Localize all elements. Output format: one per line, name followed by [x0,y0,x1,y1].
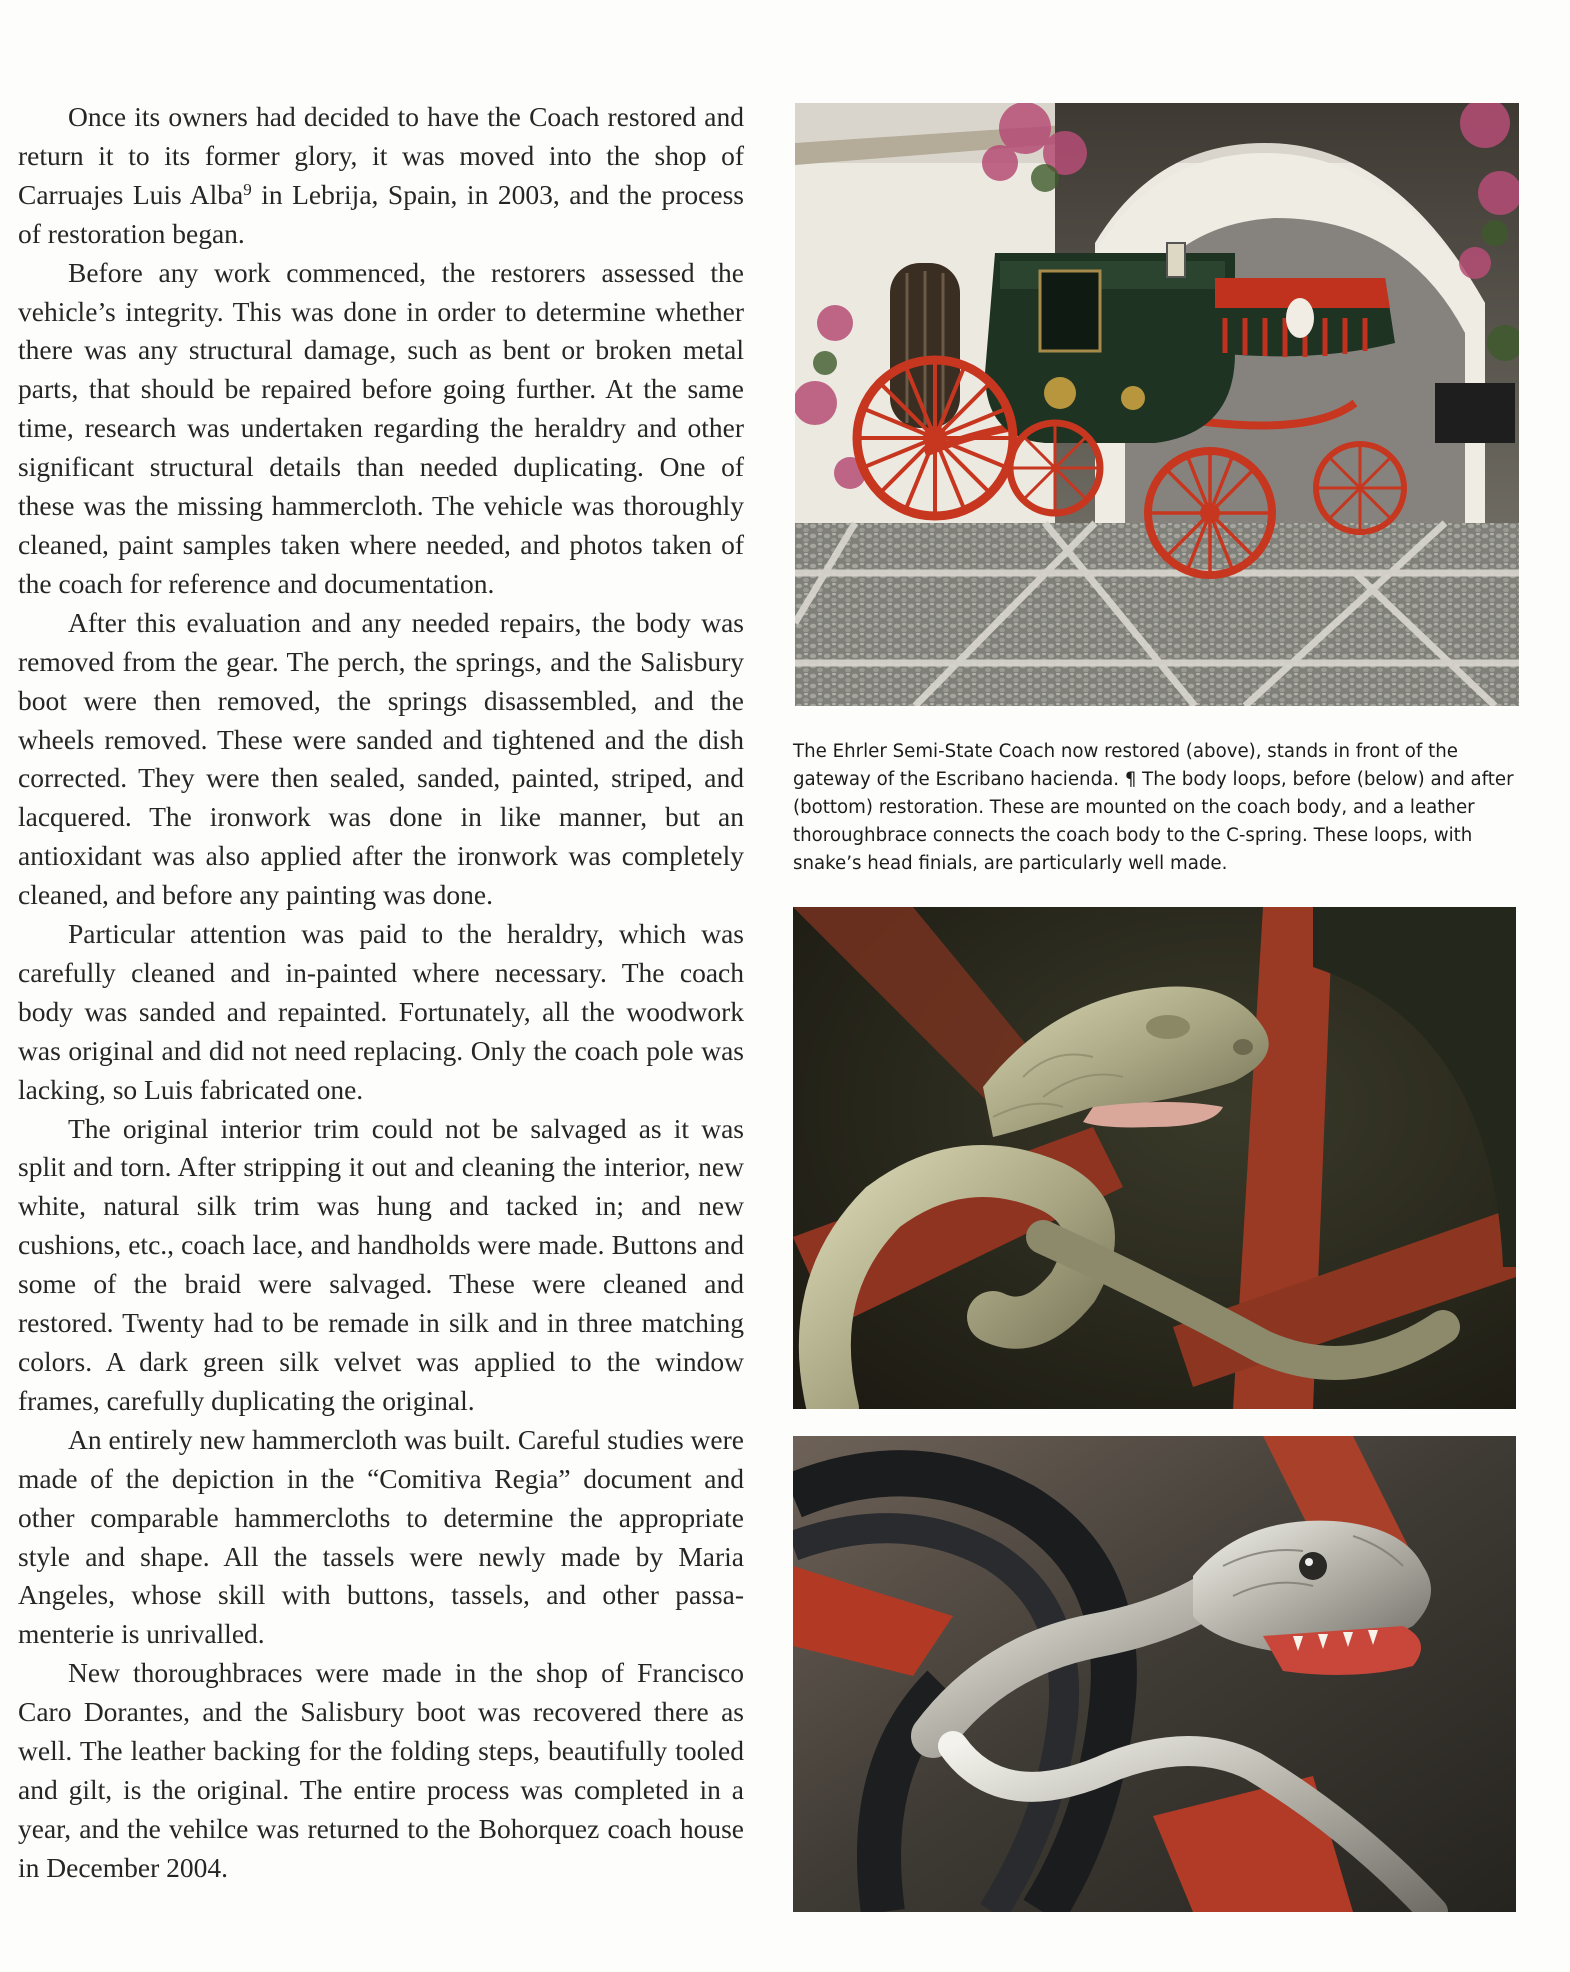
paragraph-5: The original interior trim could not be salvaged as it was split and torn. After stripping it out and cleaning the interior, new white, natural silk trim was hung and tacked in; and new cushions, etc., coach lace, and handholds were made. Buttons and some of the braid were salvaged. These were cleaned and restored. Twenty had to be remade in silk and in three matching colors. A dark green silk velvet was applied to the window frames, carefully duplicating the original. [18,1112,744,1416]
article-body [18,98,744,1888]
rear-wheel [857,360,1013,516]
paragraph-7: New thoroughbraces were made in the shop of Francisco Caro Dorantes, and the Salisbury boot was recovered there as well. The leather backing for the folding steps, beautifully tooled and gilt, is the original. The entire process was completed in a year, and the vehilce was returned to the Bohorquez coach house in December 2004. [18,1657,744,1883]
body-loop-after-photo [793,1436,1516,1912]
snake-finial-after-illustration [793,1436,1516,1912]
front-wheel [1148,451,1272,575]
paragraph-3: After this evaluation and any needed repairs, the body was removed from the gear. The perch, the springs, and the Salisbury boot were then removed, the springs disassembled, and the wheels removed. These were sanded and tightened and the dish corrected. They were then sealed, sanded, painted, striped, and lacquered. The ironwork was done in like manner, but an antioxidant was also applied after the ironwork was completely cleaned, and before any painting was done. [18,606,744,911]
coach-illustration [795,103,1519,706]
snake-finial-before-illustration [793,907,1516,1409]
coach-photo [795,103,1519,706]
paragraph-4: Particular attention was paid to the heraldry, which was carefully cleaned and in-painted where necessary. The coach body was sanded and repainted. Fortunately, all the woodwork was original and did not need replacing. Only the coach pole was lacking, so Luis fabricated one. [18,918,744,1105]
body-loop-before-photo [793,907,1516,1409]
footnote-marker[interactable]: 9 [243,179,252,199]
paragraph-1: Once its owners had decided to have the Coach restored and return it to its former glory, it was moved into the shop of Carruajes Luis Alba$^9$ in Lebrija, Spain, in 2003, and the process of restoration began. [18,101,744,249]
photo-caption: The Ehrler Semi-State Coach now restored (above), stands in front of the gateway of the Escribano hacienda. ¶ The body loops, before (below) and after (bottom) restoration. These are mounted on the coach body, and a leather thoroughbrace connects the coach body to the C-spring. These loops, with snake’s head finials, are particularly well made. [793,741,1514,874]
paragraph-2: Before any work commenced, the restorers assessed the vehicle’s integrity. This was done in order to determine whether there was any structural damage, such as bent or broken metal parts, that should be repaired before going further. At the same time, research was undertaken regarding the heraldry and other significant structural details than needed duplicating. One of these was the missing hammercloth. The vehicle was thoroughly cleaned, paint samples taken where needed, and photos taken of the coach for reference and documentation. [18,256,744,599]
paragraph-6: An entirely new hammercloth was built. Careful studies were made of the depiction in the “Comitiva Regia” document and other comparable hammercloths to determine the appropriate style and shape. All the tassels were newly made by Maria Angeles, whose skill with buttons, tassels, and other passamenterie is unrivalled. [18,1423,744,1650]
